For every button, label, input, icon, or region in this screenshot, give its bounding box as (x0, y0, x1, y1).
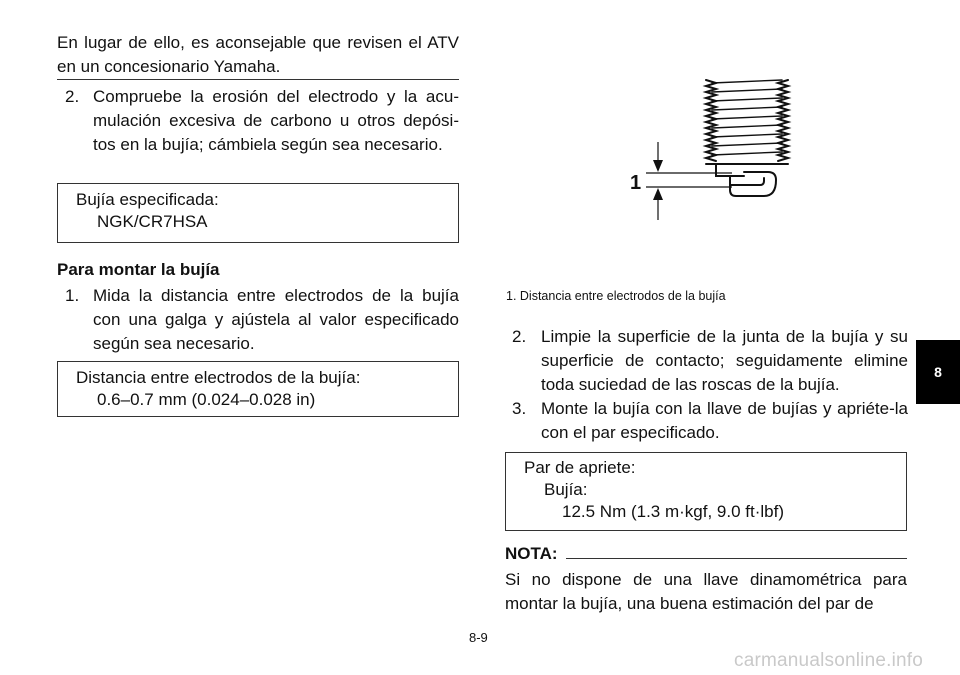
step-text: Monte la bujía con la llave de bujías y apriéte-la con el par especificado. (541, 399, 908, 442)
step-number: 3. (512, 399, 527, 418)
spec-value: 12.5 Nm (1.3 m·kgf, 9.0 ft·lbf) (562, 502, 785, 521)
step-2-check-plug (65, 85, 459, 181)
spec-box-spark-plug (57, 183, 459, 243)
spec-value: 0.6–0.7 mm (0.024–0.028 in) (97, 390, 316, 409)
intro-paragraph: En lugar de ello, es aconsejable que revisen el ATV en un concesionario Yamaha. (57, 33, 459, 76)
spark-plug-illustration (620, 72, 800, 232)
step-number: 2. (512, 327, 527, 346)
spec-box-torque (505, 452, 907, 531)
step-number: 1. (65, 286, 80, 305)
figure-caption: 1. Distancia entre electrodos de la bujía (506, 289, 726, 303)
step-2-clean-surface (512, 325, 908, 397)
chapter-tab: 8 (916, 340, 960, 404)
spec-label: Bujía especificada: (76, 190, 219, 209)
step-text: Compruebe la erosión del electrodo y la acu-mulación excesiva de carbono u otros depósi-tos en la bujía; cámbiela según sea necesario. (93, 87, 459, 154)
page-number: 8-9 (469, 630, 488, 645)
spec-value: NGK/CR7HSA (97, 212, 208, 231)
spec-label: Par de apriete: (524, 458, 636, 477)
step-text: Limpie la superficie de la junta de la bujía y su superficie de contacto; seguidamente elimine toda suciedad de las roscas de la bujía. (541, 327, 908, 394)
section-heading: Para montar la bujía (57, 260, 220, 279)
note-title: NOTA: (505, 544, 558, 563)
figure-callout-1: 1 (630, 172, 642, 194)
step-number: 2. (65, 87, 80, 106)
spec-box-electrode-gap (57, 361, 459, 417)
spec-sublabel: Bujía: (544, 480, 588, 499)
note-text: Si no dispone de una llave dinamométrica para montar la bujía, una buena estimación del par de (505, 570, 907, 613)
note-rule (566, 558, 907, 559)
watermark: carmanualsonline.info (734, 650, 924, 671)
step-3-install-plug (512, 397, 908, 445)
section-divider (57, 79, 459, 80)
step-text: Mida la distancia entre electrodos de la bujía con una galga y ajústela al valor especificado según sea necesario. (93, 286, 459, 353)
step-1-measure-gap (65, 284, 459, 356)
spec-label: Distancia entre electrodos de la bujía: (76, 368, 361, 387)
